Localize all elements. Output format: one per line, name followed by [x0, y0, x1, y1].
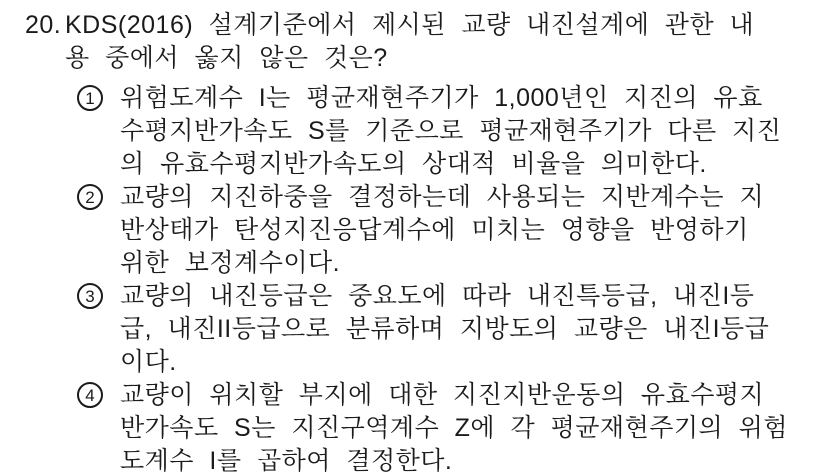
option-line: 위한 보정계수이다.	[120, 249, 341, 277]
option-3-number: 3	[85, 286, 95, 306]
option-line: 급, 내진II등급으로 분류하며 지방도의 교량은 내진I등급	[120, 315, 770, 343]
option-4-number: 4	[85, 385, 95, 405]
option-line: 수평지반가속도 S를 기준으로 평균재현주기가 다른 지진	[120, 117, 782, 145]
option-line: 교량의 내진등급은 중요도에 따라 내진특등급, 내진I등	[120, 282, 755, 310]
option-line: 도계수 I를 곱하여 결정한다.	[120, 447, 453, 474]
option-4-circled-number	[77, 382, 103, 408]
question-line: 용 중에서 옳지 않은 것은?	[65, 44, 388, 72]
option-1-text	[120, 82, 806, 181]
option-3	[77, 280, 806, 379]
option-4-text	[120, 379, 806, 474]
option-line: 의 유효수평지반가속도의 상대적 비율을 의미한다.	[120, 150, 707, 178]
option-3-circled-number	[77, 283, 103, 309]
option-1-number: 1	[85, 88, 95, 108]
option-3-text	[120, 280, 806, 379]
option-2-text	[120, 181, 806, 280]
option-line: 이다.	[120, 348, 177, 376]
question-number: 20.	[25, 11, 62, 39]
option-4	[77, 379, 806, 474]
option-line: 위험도계수 I는 평균재현주기가 1,000년인 지진의 유효	[120, 84, 763, 112]
question-block	[25, 9, 806, 75]
option-line: 반상태가 탄성지진응답계수에 미치는 영향을 반영하기	[120, 216, 749, 244]
option-1	[77, 82, 806, 181]
question-text	[65, 9, 806, 75]
options-list	[25, 82, 806, 474]
option-1-circled-number	[77, 85, 103, 111]
option-line: 반가속도 S는 지진구역계수 Z에 각 평균재현주기의 위험	[120, 414, 788, 442]
option-2-circled-number	[77, 184, 103, 210]
option-2-number: 2	[85, 187, 95, 207]
option-line: 교량이 위치할 부지에 대한 지진지반운동의 유효수평지	[120, 381, 765, 409]
option-2	[77, 181, 806, 280]
question-line: KDS(2016) 설계기준에서 제시된 교량 내진설계에 관한 내	[65, 11, 755, 39]
option-line: 교량의 지진하중을 결정하는데 사용되는 지반계수는 지	[120, 183, 765, 211]
